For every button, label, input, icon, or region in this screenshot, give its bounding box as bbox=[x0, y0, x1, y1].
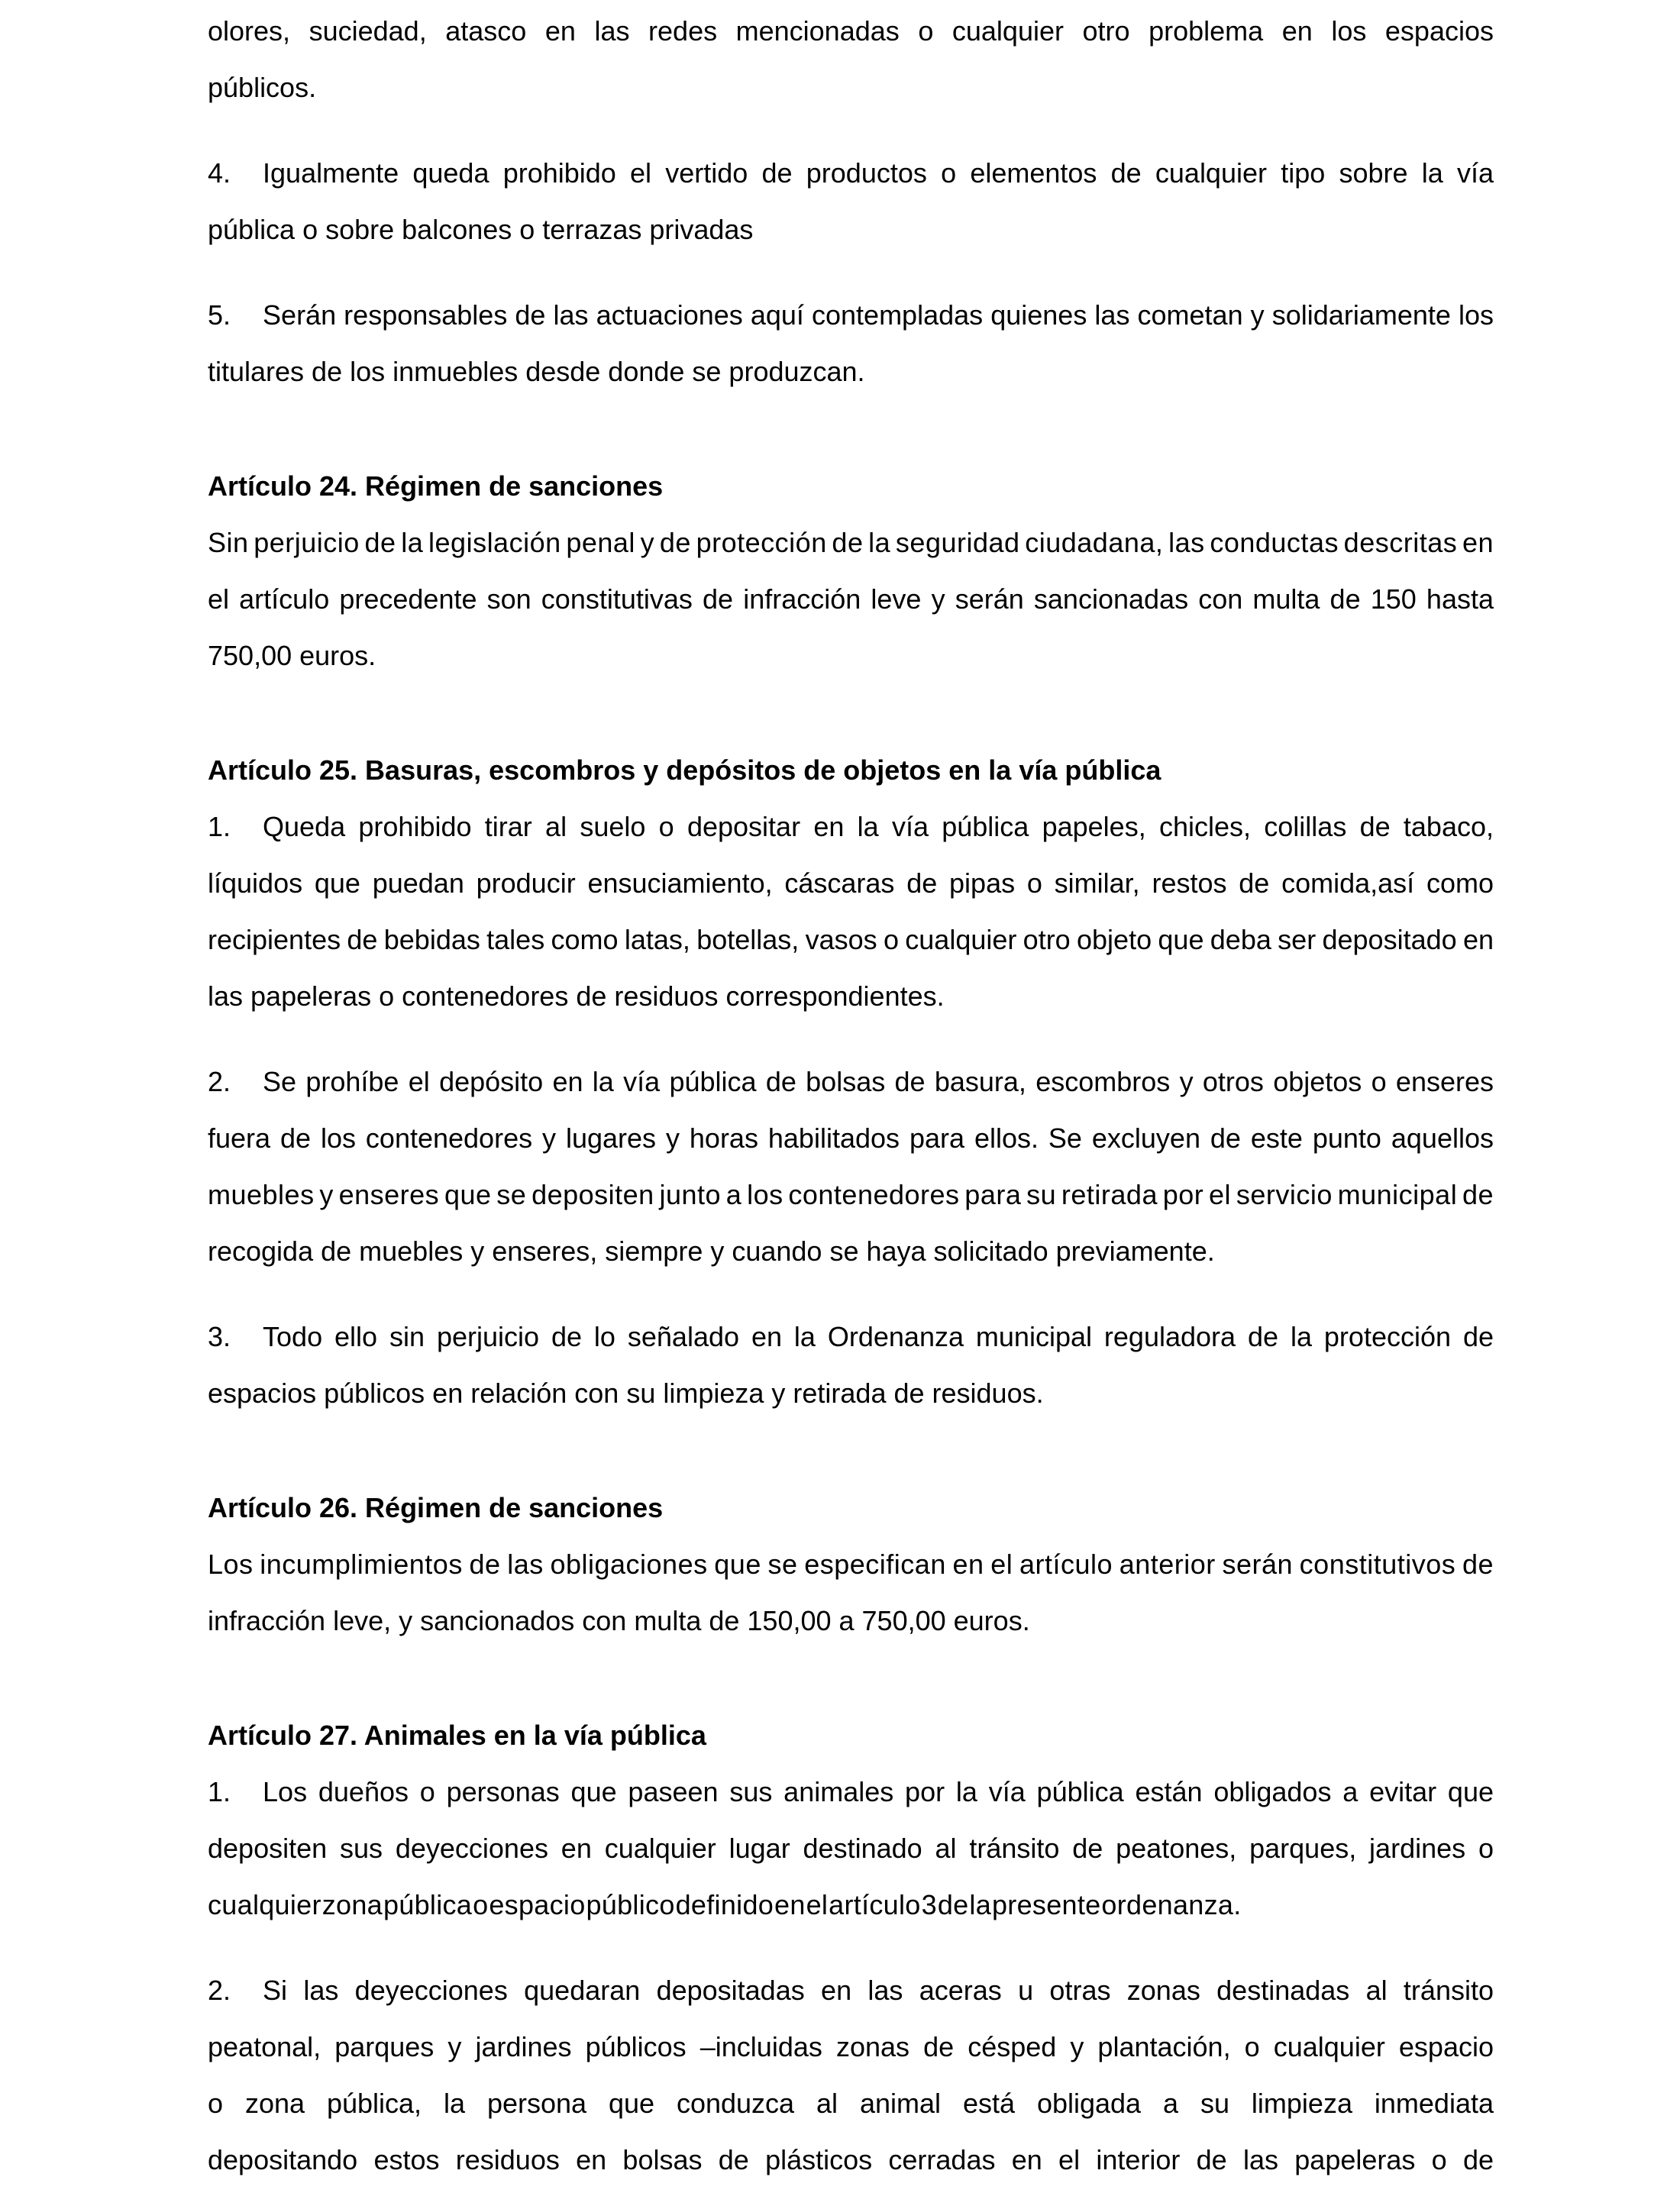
line-text: o zona pública, la persona que conduzca al animal está obligada a su limpieza inmediata bbox=[208, 2088, 1494, 2119]
text-line bbox=[208, 1962, 1494, 2019]
line-text: Serán responsables de las actuaciones aquí contempladas quienes las cometan y solidariamente los bbox=[263, 299, 1494, 331]
line-text: espacios públicos en relación con su limpieza y retirada de residuos. bbox=[208, 1377, 1044, 1409]
item-number: 4. bbox=[208, 157, 231, 189]
text-line bbox=[208, 1877, 1494, 1933]
item-number: 3. bbox=[208, 1321, 231, 1352]
text-line bbox=[208, 2019, 1494, 2075]
line-text: líquidos que puedan producir ensuciamiento, cáscaras de pipas o similar, restos de comida,así como bbox=[208, 867, 1494, 899]
line-text: Queda prohibido tirar al suelo o depositar en la vía pública papeles, chicles, colillas de tabaco, bbox=[263, 811, 1494, 842]
line-text: depositando estos residuos en bolsas de plásticos cerradas en el interior de las papeleras o de bbox=[208, 2144, 1494, 2175]
text-line bbox=[208, 3, 1494, 60]
line-text: Los dueños o personas que paseen sus animales por la vía pública están obligados a evitar que bbox=[263, 1776, 1494, 1807]
item-number: 2. bbox=[208, 1066, 231, 1097]
item-number: 2. bbox=[208, 1975, 231, 2006]
text-line bbox=[208, 855, 1494, 912]
line-text: pública o sobre balcones o terrazas privadas bbox=[208, 214, 754, 245]
text-line bbox=[208, 60, 1494, 116]
text-line bbox=[208, 799, 1494, 855]
numbered-paragraph bbox=[208, 287, 1494, 400]
text-line bbox=[208, 1167, 1494, 1223]
line-text: 750,00 euros. bbox=[208, 640, 376, 671]
numbered-paragraph bbox=[208, 1309, 1494, 1422]
numbered-paragraph bbox=[208, 1962, 1494, 2188]
numbered-paragraph bbox=[208, 1764, 1494, 1933]
text-line bbox=[208, 145, 1494, 202]
text-line bbox=[208, 968, 1494, 1025]
line-text: Igualmente queda prohibido el vertido de productos o elementos de cualquier tipo sobre la vía bbox=[263, 157, 1494, 189]
text-line bbox=[208, 1309, 1494, 1365]
item-number: 1. bbox=[208, 811, 231, 842]
numbered-paragraph bbox=[208, 145, 1494, 258]
text-line bbox=[208, 1764, 1494, 1820]
line-text: públicos. bbox=[208, 72, 317, 103]
item-number: 1. bbox=[208, 1776, 231, 1807]
numbered-paragraph bbox=[208, 1054, 1494, 1280]
line-text: Sin perjuicio de la legislación penal y de protección de la seguridad ciudadana, las conductas descritas en bbox=[208, 527, 1494, 558]
line-text: titulares de los inmuebles desde donde se produzcan. bbox=[208, 356, 865, 387]
line-text: recogida de muebles y enseres, siempre y cuando se haya solicitado previamente. bbox=[208, 1235, 1215, 1267]
paragraph bbox=[208, 1536, 1494, 1649]
line-text: olores, suciedad, atasco en las redes mencionadas o cualquier otro problema en los espacios bbox=[208, 15, 1494, 47]
line-text: fuera de los contenedores y lugares y horas habilitados para ellos. Se excluyen de este punto aquellos bbox=[208, 1122, 1494, 1154]
item-number: 5. bbox=[208, 299, 231, 331]
line-text: Los incumplimientos de las obligaciones que se especifican en el artículo anterior serán constitutivos de bbox=[208, 1549, 1494, 1580]
text-line bbox=[208, 2075, 1494, 2132]
numbered-paragraph bbox=[208, 799, 1494, 1025]
text-line bbox=[208, 1054, 1494, 1110]
text-line bbox=[208, 1536, 1494, 1593]
line-text: Todo ello sin perjuicio de lo señalado en la Ordenanza municipal reguladora de la protección de bbox=[263, 1321, 1494, 1352]
line-text: infracción leve, y sancionados con multa de 150,00 a 750,00 euros. bbox=[208, 1605, 1030, 1636]
paragraph bbox=[208, 515, 1494, 684]
article-heading: Artículo 24. Régimen de sanciones bbox=[208, 470, 664, 502]
text-line bbox=[208, 1223, 1494, 1280]
text-line bbox=[208, 202, 1494, 258]
text-line bbox=[208, 1365, 1494, 1422]
line-text: peatonal, parques y jardines públicos –incluidas zonas de césped y plantación, o cualquier espacio bbox=[208, 2031, 1494, 2062]
article-heading: Artículo 27. Animales en la vía pública bbox=[208, 1720, 706, 1751]
line-text: cualquier zona pública o espacio público definido en el artículo 3 de la presente ordenanza. bbox=[208, 1889, 1242, 1920]
line-text: las papeleras o contenedores de residuos correspondientes. bbox=[208, 980, 945, 1012]
article-heading: Artículo 25. Basuras, escombros y depósitos de objetos en la vía pública bbox=[208, 754, 1161, 786]
text-line bbox=[208, 287, 1494, 344]
line-text: Se prohíbe el depósito en la vía pública de bolsas de basura, escombros y otros objetos o enseres bbox=[263, 1066, 1494, 1097]
text-line bbox=[208, 515, 1494, 571]
line-text: el artículo precedente son constitutivas de infracción leve y serán sancionadas con multa de 150 hasta bbox=[208, 583, 1494, 615]
text-line bbox=[208, 2132, 1494, 2188]
text-line bbox=[208, 628, 1494, 684]
text-line bbox=[208, 1110, 1494, 1167]
article-heading: Artículo 26. Régimen de sanciones bbox=[208, 1492, 664, 1523]
line-text: Si las deyecciones quedaran depositadas en las aceras u otras zonas destinadas al tránsito bbox=[263, 1975, 1494, 2006]
text-line bbox=[208, 912, 1494, 968]
line-text: depositen sus deyecciones en cualquier lugar destinado al tránsito de peatones, parques, jardines o bbox=[208, 1833, 1494, 1864]
text-line bbox=[208, 1820, 1494, 1877]
line-text: muebles y enseres que se depositen junto a los contenedores para su retirada por el servicio municipal de bbox=[208, 1179, 1494, 1210]
text-line bbox=[208, 344, 1494, 400]
text-line bbox=[208, 1593, 1494, 1649]
line-text: recipientes de bebidas tales como latas, botellas, vasos o cualquier otro objeto que deba ser depositado en bbox=[208, 924, 1494, 955]
text-line bbox=[208, 571, 1494, 628]
document-body bbox=[208, 3, 1494, 2188]
paragraph bbox=[208, 3, 1494, 116]
